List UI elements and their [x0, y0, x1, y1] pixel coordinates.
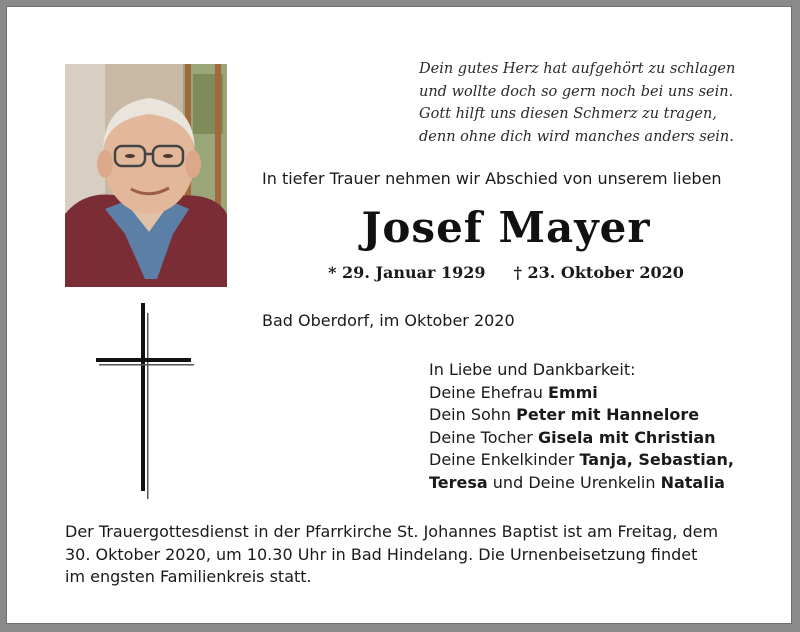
mourners	[429, 359, 759, 495]
mourner-line	[429, 382, 759, 405]
poem-line: und wollte doch so gern noch bei uns sein.	[419, 83, 734, 100]
mourner-name: Natalia	[660, 472, 725, 492]
mourner-line	[429, 427, 759, 450]
birth-date: * 29. Januar 1929	[328, 263, 486, 282]
place-date: Bad Oberdorf, im Oktober 2020	[262, 311, 515, 330]
mourners-heading: In Liebe und Dankbarkeit:	[429, 360, 636, 379]
mourner-name: Emmi	[548, 382, 598, 402]
mourner-name: Tanja, Sebastian,	[579, 450, 734, 470]
mourner-line	[429, 449, 759, 472]
obituary-card	[6, 6, 792, 624]
poem-line: Gott hilft uns diesen Schmerz zu tragen,	[419, 106, 717, 122]
service-line: Der Trauergottesdienst in der Pfarrkirche St. Johannes Baptist ist am Freitag, dem	[65, 522, 719, 541]
deceased-name: Josef Mayer	[361, 203, 651, 252]
mourner-line	[429, 472, 759, 495]
mourner-relation: Dein Sohn	[429, 405, 517, 425]
cross-icon	[93, 301, 203, 501]
mourner-relation: Deine Enkelkinder	[429, 450, 580, 470]
portrait-photo	[65, 64, 227, 287]
mourner-relation: Deine Tocher	[429, 427, 538, 447]
poem-line: Dein gutes Herz hat aufgehört zu schlagen	[419, 61, 736, 77]
death-date: † 23. Oktober 2020	[513, 263, 684, 282]
service-line: 30. Oktober 2020, um 10.30 Uhr in Bad Hindelang. Die Urnenbeisetzung findet	[65, 544, 698, 564]
mourner-name: Teresa	[429, 472, 488, 492]
portrait-photo-image	[65, 64, 227, 287]
mourner-line	[429, 404, 759, 427]
mourner-name: Peter mit Hannelore	[516, 405, 700, 425]
service-notice	[65, 521, 765, 589]
mourner-relation: Deine Ehefrau	[429, 382, 549, 402]
service-line: im engsten Familienkreis statt.	[65, 567, 312, 586]
life-dates	[262, 261, 750, 285]
poem	[419, 58, 759, 148]
mourner-relation: und Deine Urenkelin	[487, 472, 661, 492]
mourner-name: Gisela mit Christian	[537, 427, 716, 447]
intro-text: In tiefer Trauer nehmen wir Abschied von unserem lieben	[262, 169, 722, 188]
poem-line: denn ohne dich wird manches anders sein.	[419, 128, 734, 145]
